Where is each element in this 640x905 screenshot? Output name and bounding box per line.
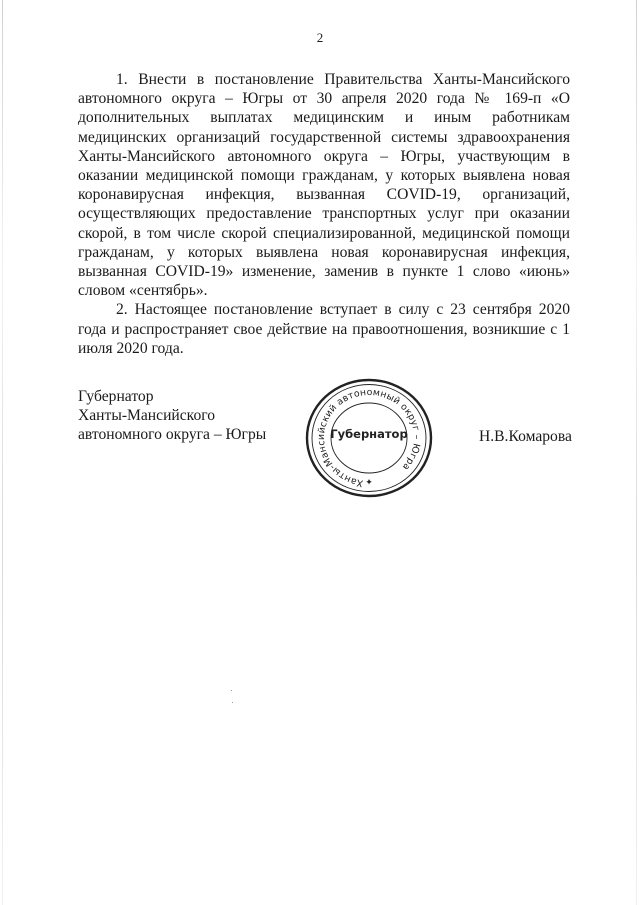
scan-edge-left [2,0,3,905]
signer-title-line-2: Ханты-Мансийского [78,407,216,425]
paragraph-1: 1. Внести в постановление Правительства Ханты-Мансийского автономного округа – Югры от 30 апреля 2020 года № 169-п «О дополнительных выплатах медицинским и иным работникам медицинских организаций государственной системы здравоохранения Ханты-Мансийского автономного округа – Югры, участвующим в оказании медицинской помощи гражданам, у которых выявлена новая коронавирусная инфекция, вызванная COVID-19, организаций, осуществляющих предоставление транспортных услуг при оказании скорой, в том числе скорой специализированной, медицинской помощи гражданам, у которых выявлена новая коронавирусная инфекция, вызванная COVID-19» изменение, заменив в пункте 1 слово «июнь» словом «сентябрь». [78,71,570,300]
signer-name: Н.В.Комарова [479,428,572,445]
paragraph-2: 2. Настоящее постановление вступает в силу с 23 сентября 2020 года и распространяет свое действие на правоотношения, возникшие с 1 июля 2020 года. [78,301,570,357]
signer-title [78,387,266,445]
document-body [78,70,570,358]
signer-title-line-3: автономного округа – Югры [78,426,267,444]
seal-star-icon: ✦ [365,477,373,487]
seal-label: Губернатор [330,427,408,441]
scan-edge-right [636,0,637,905]
scan-speck [232,702,233,703]
signer-title-line-1: Губернатор [78,388,154,405]
scan-speck [231,690,232,691]
official-seal [304,377,434,499]
page-number: 2 [316,30,324,45]
seal-ring-text: Ханты-Мансийский автономный округ – Югра [315,386,423,489]
